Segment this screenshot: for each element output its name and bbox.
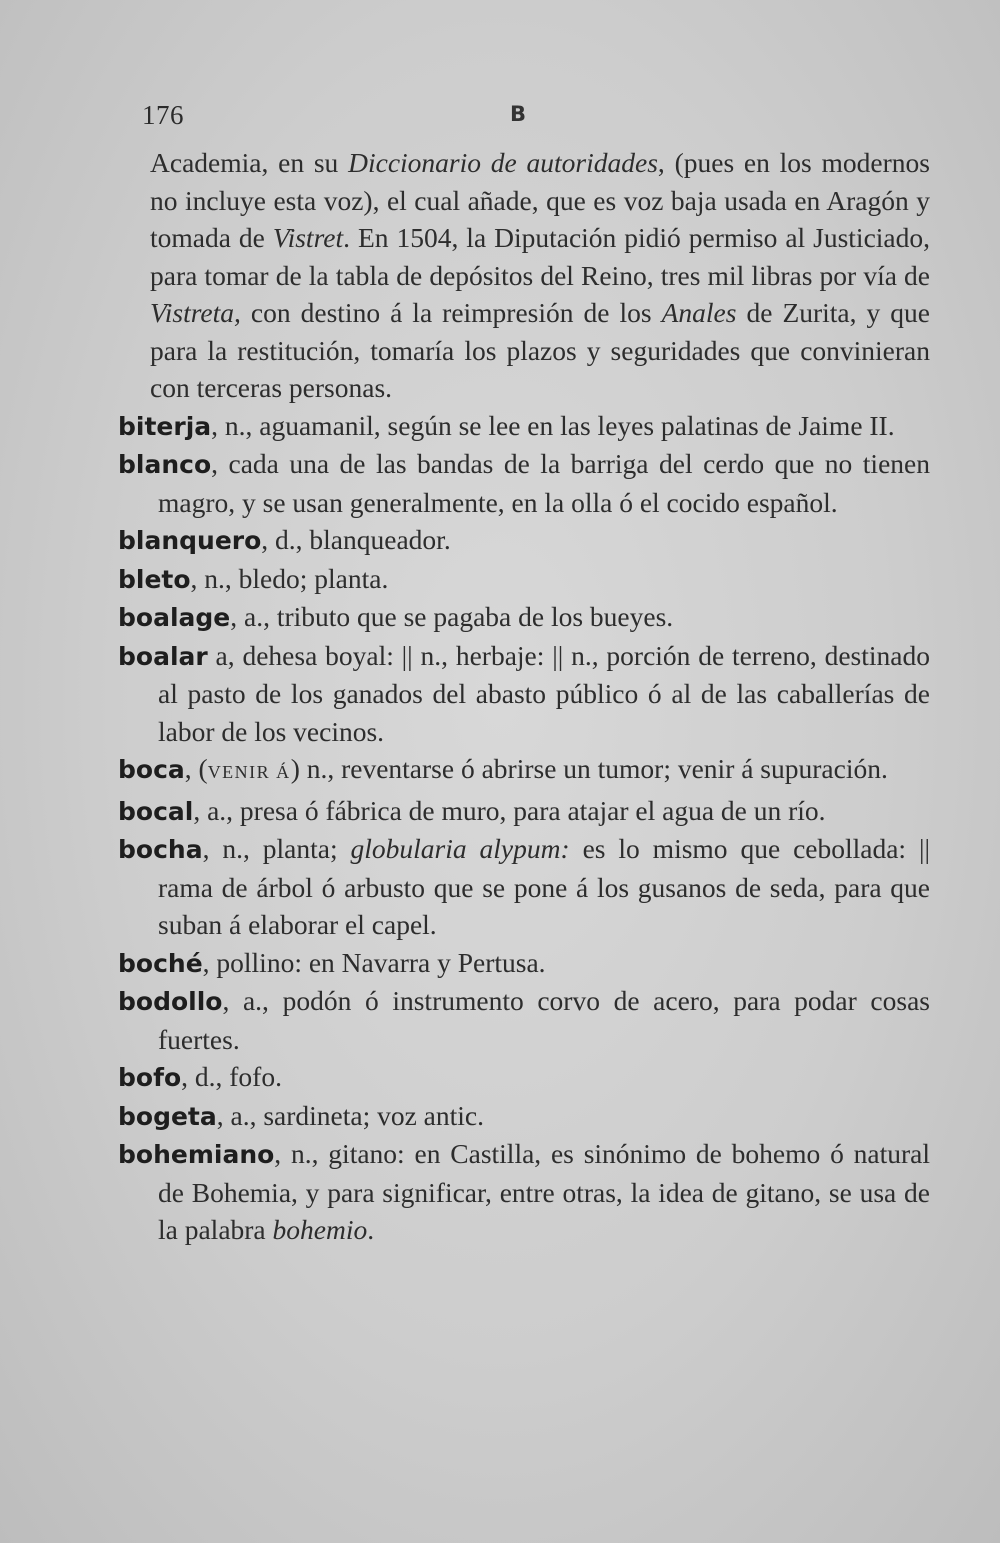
latin-name: globularia alypum: — [350, 833, 570, 864]
dictionary-page — [118, 100, 930, 1500]
headword: blanco — [118, 450, 212, 479]
definition: , d., blanqueador. — [261, 524, 451, 555]
entry-bohemiano: bohemiano, n., gitano: en Castilla, es sinónimo de bohemo ó natural de Bohemia, y para significar, entre otras, la idea de gitano, se usa de la palabra bohemio. — [118, 1138, 930, 1245]
definition: , n., aguamanil, según se lee en las leyes palatinas de Jaime II. — [211, 409, 895, 441]
entry-bocal — [118, 792, 930, 831]
definition: , pollino: en Navarra y Pertusa. — [202, 946, 546, 978]
smallcaps-phrase: VENIR Á — [207, 762, 291, 782]
headword: bocal — [118, 796, 194, 826]
definition: , a., podón ó instrumento corvo de acero, para podar cosas fuertes. — [158, 985, 930, 1055]
definition: , n., gitano: en Castilla, es sinónimo de bohemo ó natural de Bohemia, y para significar, entre otras, la idea de gitano, se usa de la palabra — [158, 1138, 930, 1245]
definition: a, dehesa boyal: || n., herbaje: || n., porción de terreno, destinado al pasto de los ganados del abasto público ó al de las caballerías de labor de los vecinos. — [158, 639, 930, 747]
headword: boalage — [118, 603, 231, 632]
entry-bogeta — [118, 1097, 930, 1136]
headword: boca — [118, 755, 185, 784]
page-body — [118, 144, 930, 1249]
entry-boca: boca, (VENIR Á) n., reventarse ó abrirse un tumor; venir á supuración. — [118, 753, 888, 784]
entry-boalar — [118, 637, 930, 751]
headword: bogeta — [118, 1101, 217, 1131]
definition: , a., presa ó fábrica de muro, para atajar el agua de un río. — [193, 794, 826, 826]
definition: ) n., reventarse ó abrirse un tumor; venir á supuración. — [290, 753, 888, 784]
page-header — [118, 100, 930, 144]
definition: , a., tributo que se pagaba de los bueyes. — [230, 601, 674, 632]
entry-bofo — [118, 1058, 930, 1097]
running-letter: B — [510, 102, 527, 126]
definition: es lo mismo que cebollada: || rama de árbol ó arbusto que se pone á los gusanos de seda, para que suban á elaborar el capel. — [158, 833, 930, 940]
definition: , n., bledo; planta. — [190, 562, 389, 594]
entry-biterja — [118, 407, 930, 446]
headword: blanquero — [118, 526, 262, 555]
entry-boalage — [118, 598, 930, 637]
entry-boche — [118, 944, 930, 983]
headword: biterja — [118, 411, 212, 441]
headword: bleto — [118, 564, 191, 594]
continuation-paragraph: Academia, en su Diccionario de autoridades, (pues en los modernos no incluye esta voz), el cual añade, que es voz baja usada en Aragón y tomada de Vistret. En 1504, la Diputación pidió permiso al Justiciado, para tomar de la tabla de depósitos del Reino, tres mil libras por vía de Vistreta, con destino á la reimpresión de los Anales de Zurita, y que para la restitución, tomaría los plazos y seguridades que convinieran con terceras personas. — [150, 147, 930, 403]
headword: boalar — [118, 641, 208, 671]
entry-bleto — [118, 560, 930, 599]
entry-blanco — [118, 445, 930, 521]
entry-blanquero — [118, 521, 930, 560]
headword: boché — [118, 948, 203, 978]
headword: bocha — [118, 835, 203, 864]
italic-word: bohemio — [272, 1214, 368, 1245]
page-number: 176 — [142, 100, 184, 130]
headword: bodollo — [118, 987, 223, 1016]
headword: bofo — [118, 1063, 182, 1092]
entry-bodollo — [118, 982, 930, 1058]
definition: , d., fofo. — [181, 1061, 282, 1092]
headword: bohemiano — [118, 1140, 275, 1169]
definition: , cada una de las bandas de la barriga del cerdo que no tienen magro, y se usan generalmente, en la olla ó el cocido español. — [158, 448, 930, 518]
definition: , a., sardineta; voz antic. — [216, 1099, 485, 1131]
entry-bocha: bocha, n., planta; globularia alypum: es lo mismo que cebollada: || rama de árbol ó arbusto que se pone á los gusanos de seda, para que suban á elaborar el capel. — [118, 833, 930, 940]
